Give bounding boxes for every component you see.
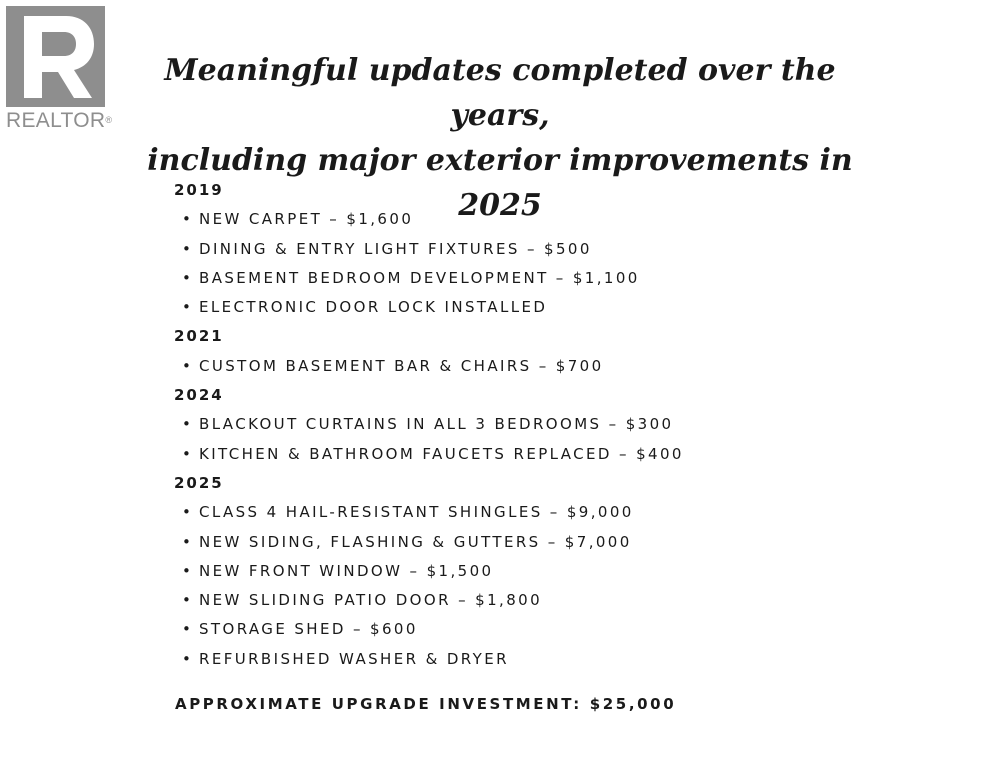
bullet-dot-icon: • [182, 268, 191, 287]
item-text: BASEMENT BEDROOM DEVELOPMENT – $1,100 [199, 268, 640, 287]
bullet-dot-icon: • [182, 444, 191, 463]
year-heading-2019: 2019 [174, 181, 224, 199]
list-item [174, 352, 934, 381]
item-text: NEW SLIDING PATIO DOOR – $1,800 [199, 591, 543, 610]
list-item [174, 498, 934, 527]
item-text: CUSTOM BASEMENT BAR & CHAIRS – $700 [199, 356, 604, 375]
item-text: NEW CARPET – $1,600 [199, 210, 414, 229]
list-item [174, 557, 934, 586]
list-item [174, 264, 934, 293]
list-item [174, 293, 934, 322]
realtor-r-mark-icon [6, 6, 105, 107]
bullet-dot-icon: • [182, 561, 191, 580]
item-text: BLACKOUT CURTAINS IN ALL 3 BEDROOMS – $300 [199, 415, 674, 434]
year-heading-2025: 2025 [174, 473, 224, 492]
list-item [174, 645, 934, 674]
item-text: ELECTRONIC DOOR LOCK INSTALLED [199, 298, 548, 317]
bullet-dot-icon: • [182, 210, 191, 229]
bullet-dot-icon: • [182, 415, 191, 434]
list-item [174, 586, 934, 615]
bullet-dot-icon: • [182, 356, 191, 375]
year-heading-2024: 2024 [174, 386, 224, 405]
title-line-1: Meaningful updates completed over the years, [164, 53, 836, 133]
item-text: NEW SIDING, FLASHING & GUTTERS – $7,000 [199, 532, 632, 551]
registered-mark: ® [105, 115, 113, 125]
list-item [174, 440, 934, 469]
bullet-dot-icon: • [182, 503, 191, 522]
list-item [174, 410, 934, 439]
total-investment: APPROXIMATE UPGRADE INVESTMENT: $25,000 [175, 695, 677, 713]
bullet-dot-icon: • [182, 532, 191, 551]
bullet-dot-icon: • [182, 239, 191, 258]
realtor-logo [6, 6, 116, 136]
item-text: STORAGE SHED – $600 [199, 620, 418, 639]
bullet-dot-icon: • [182, 620, 191, 639]
list-item [174, 205, 934, 234]
item-text: KITCHEN & BATHROOM FAUCETS REPLACED – $400 [199, 444, 684, 463]
item-text: DINING & ENTRY LIGHT FIXTURES – $500 [199, 239, 592, 258]
title-line-2: including major exterior improvements in 2025 [147, 143, 853, 223]
realtor-wordmark: REALTOR® [6, 109, 113, 132]
year-heading-2021: 2021 [174, 327, 224, 346]
item-text: NEW FRONT WINDOW – $1,500 [199, 561, 494, 580]
bullet-dot-icon: • [182, 649, 191, 668]
item-text: REFURBISHED WASHER & DRYER [199, 649, 509, 668]
realtor-r-glyph [6, 6, 105, 107]
bullet-dot-icon: • [182, 591, 191, 610]
list-item [174, 615, 934, 644]
updates-list [174, 176, 934, 674]
list-item [174, 235, 934, 264]
bullet-dot-icon: • [182, 298, 191, 317]
list-item [174, 528, 934, 557]
item-text: CLASS 4 HAIL-RESISTANT SHINGLES – $9,000 [199, 503, 634, 522]
